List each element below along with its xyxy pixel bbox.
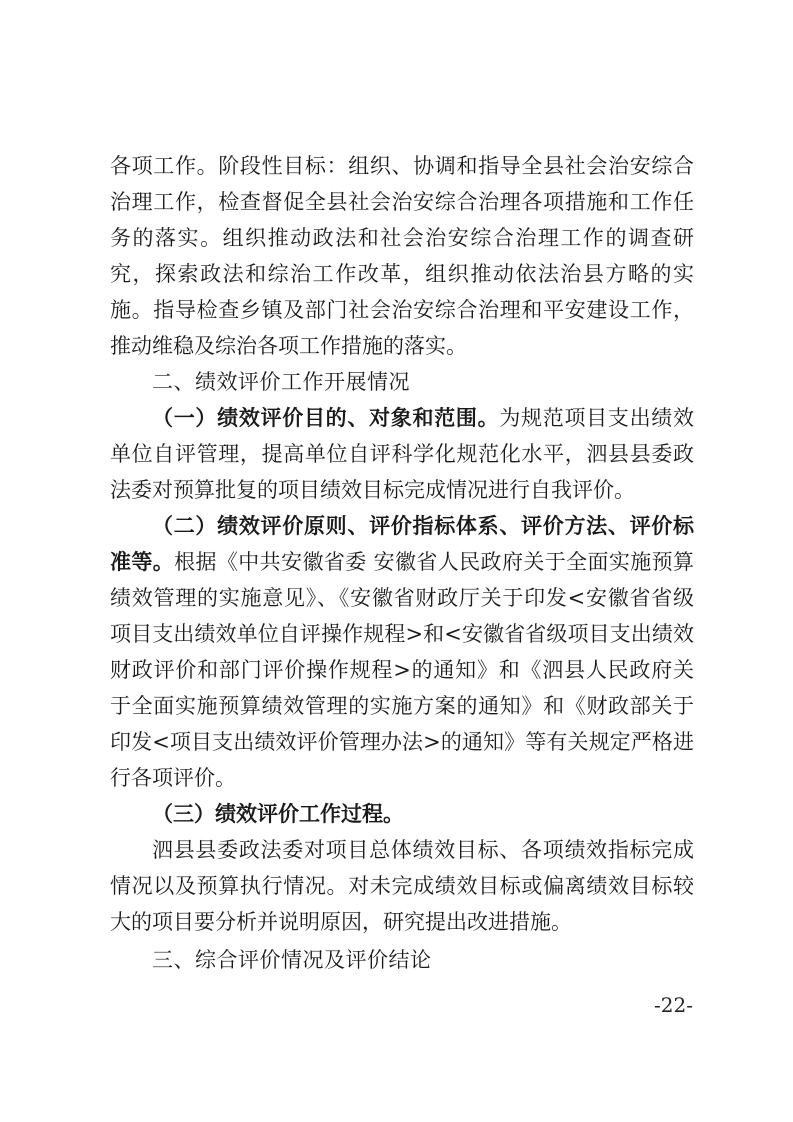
subsection-two-heading: （二）绩效评价原则、评价指标体系、评价方法、评价标准等。	[110, 514, 694, 574]
section-three-heading: 三、综合评价情况及评价结论	[152, 948, 432, 972]
subsection-one-paragraph	[110, 400, 694, 508]
continuation-paragraph: 各项工作。阶段性目标：组织、协调和指导全县社会治安综合治理工作，检查督促全县社会治安综合治理各项措施和工作任务的落实。组织推动政法和社会治安综合治理工作的调查研究，探索政法和综治工作改革，组织推动依法治县方略的实施。指导检查乡镇及部门社会治安综合治理和平安建设工作，推动维稳及综治各项工作措施的落实。	[110, 154, 694, 358]
document-body	[110, 148, 694, 978]
subsection-one-text: 为规范项目支出绩效单位自评管理，提高单位自评科学化规范化水平，泗县县委政法委对预算批复的项目绩效目标完成情况进行自我评价。	[110, 406, 695, 502]
subsection-three-heading-line	[110, 796, 694, 832]
subsection-three-heading: （三）绩效评价工作过程。	[152, 802, 404, 826]
subsection-two-paragraph	[110, 508, 694, 796]
subsection-one-heading: （一）绩效评价目的、对象和范围。	[152, 406, 500, 430]
page-number: -22-	[654, 993, 693, 1017]
subsection-three-paragraph: 泗县县委政法委对项目总体绩效目标、各项绩效指标完成情况以及预算执行情况。对未完成绩效目标或偏离绩效目标较大的项目要分析并说明原因，研究提出改进措施。	[110, 838, 694, 934]
section-two-heading: 二、绩效评价工作开展情况	[152, 370, 410, 394]
subsection-two-text: 根据《中共安徽省委 安徽省人民政府关于全面实施预算绩效管理的实施意见》、《安徽省财政厅关于印发<安徽省省级项目支出绩效单位自评操作规程>和<安徽省省级项目支出绩效财政评价和部门评价操作规程>的通知》和《泗县人民政府关于全面实施预算绩效管理的实施方案的通知》和《财政部关于印发<项目支出绩效评价管理办法>的通知》等有关规定严格进行各项评价。	[110, 550, 694, 790]
